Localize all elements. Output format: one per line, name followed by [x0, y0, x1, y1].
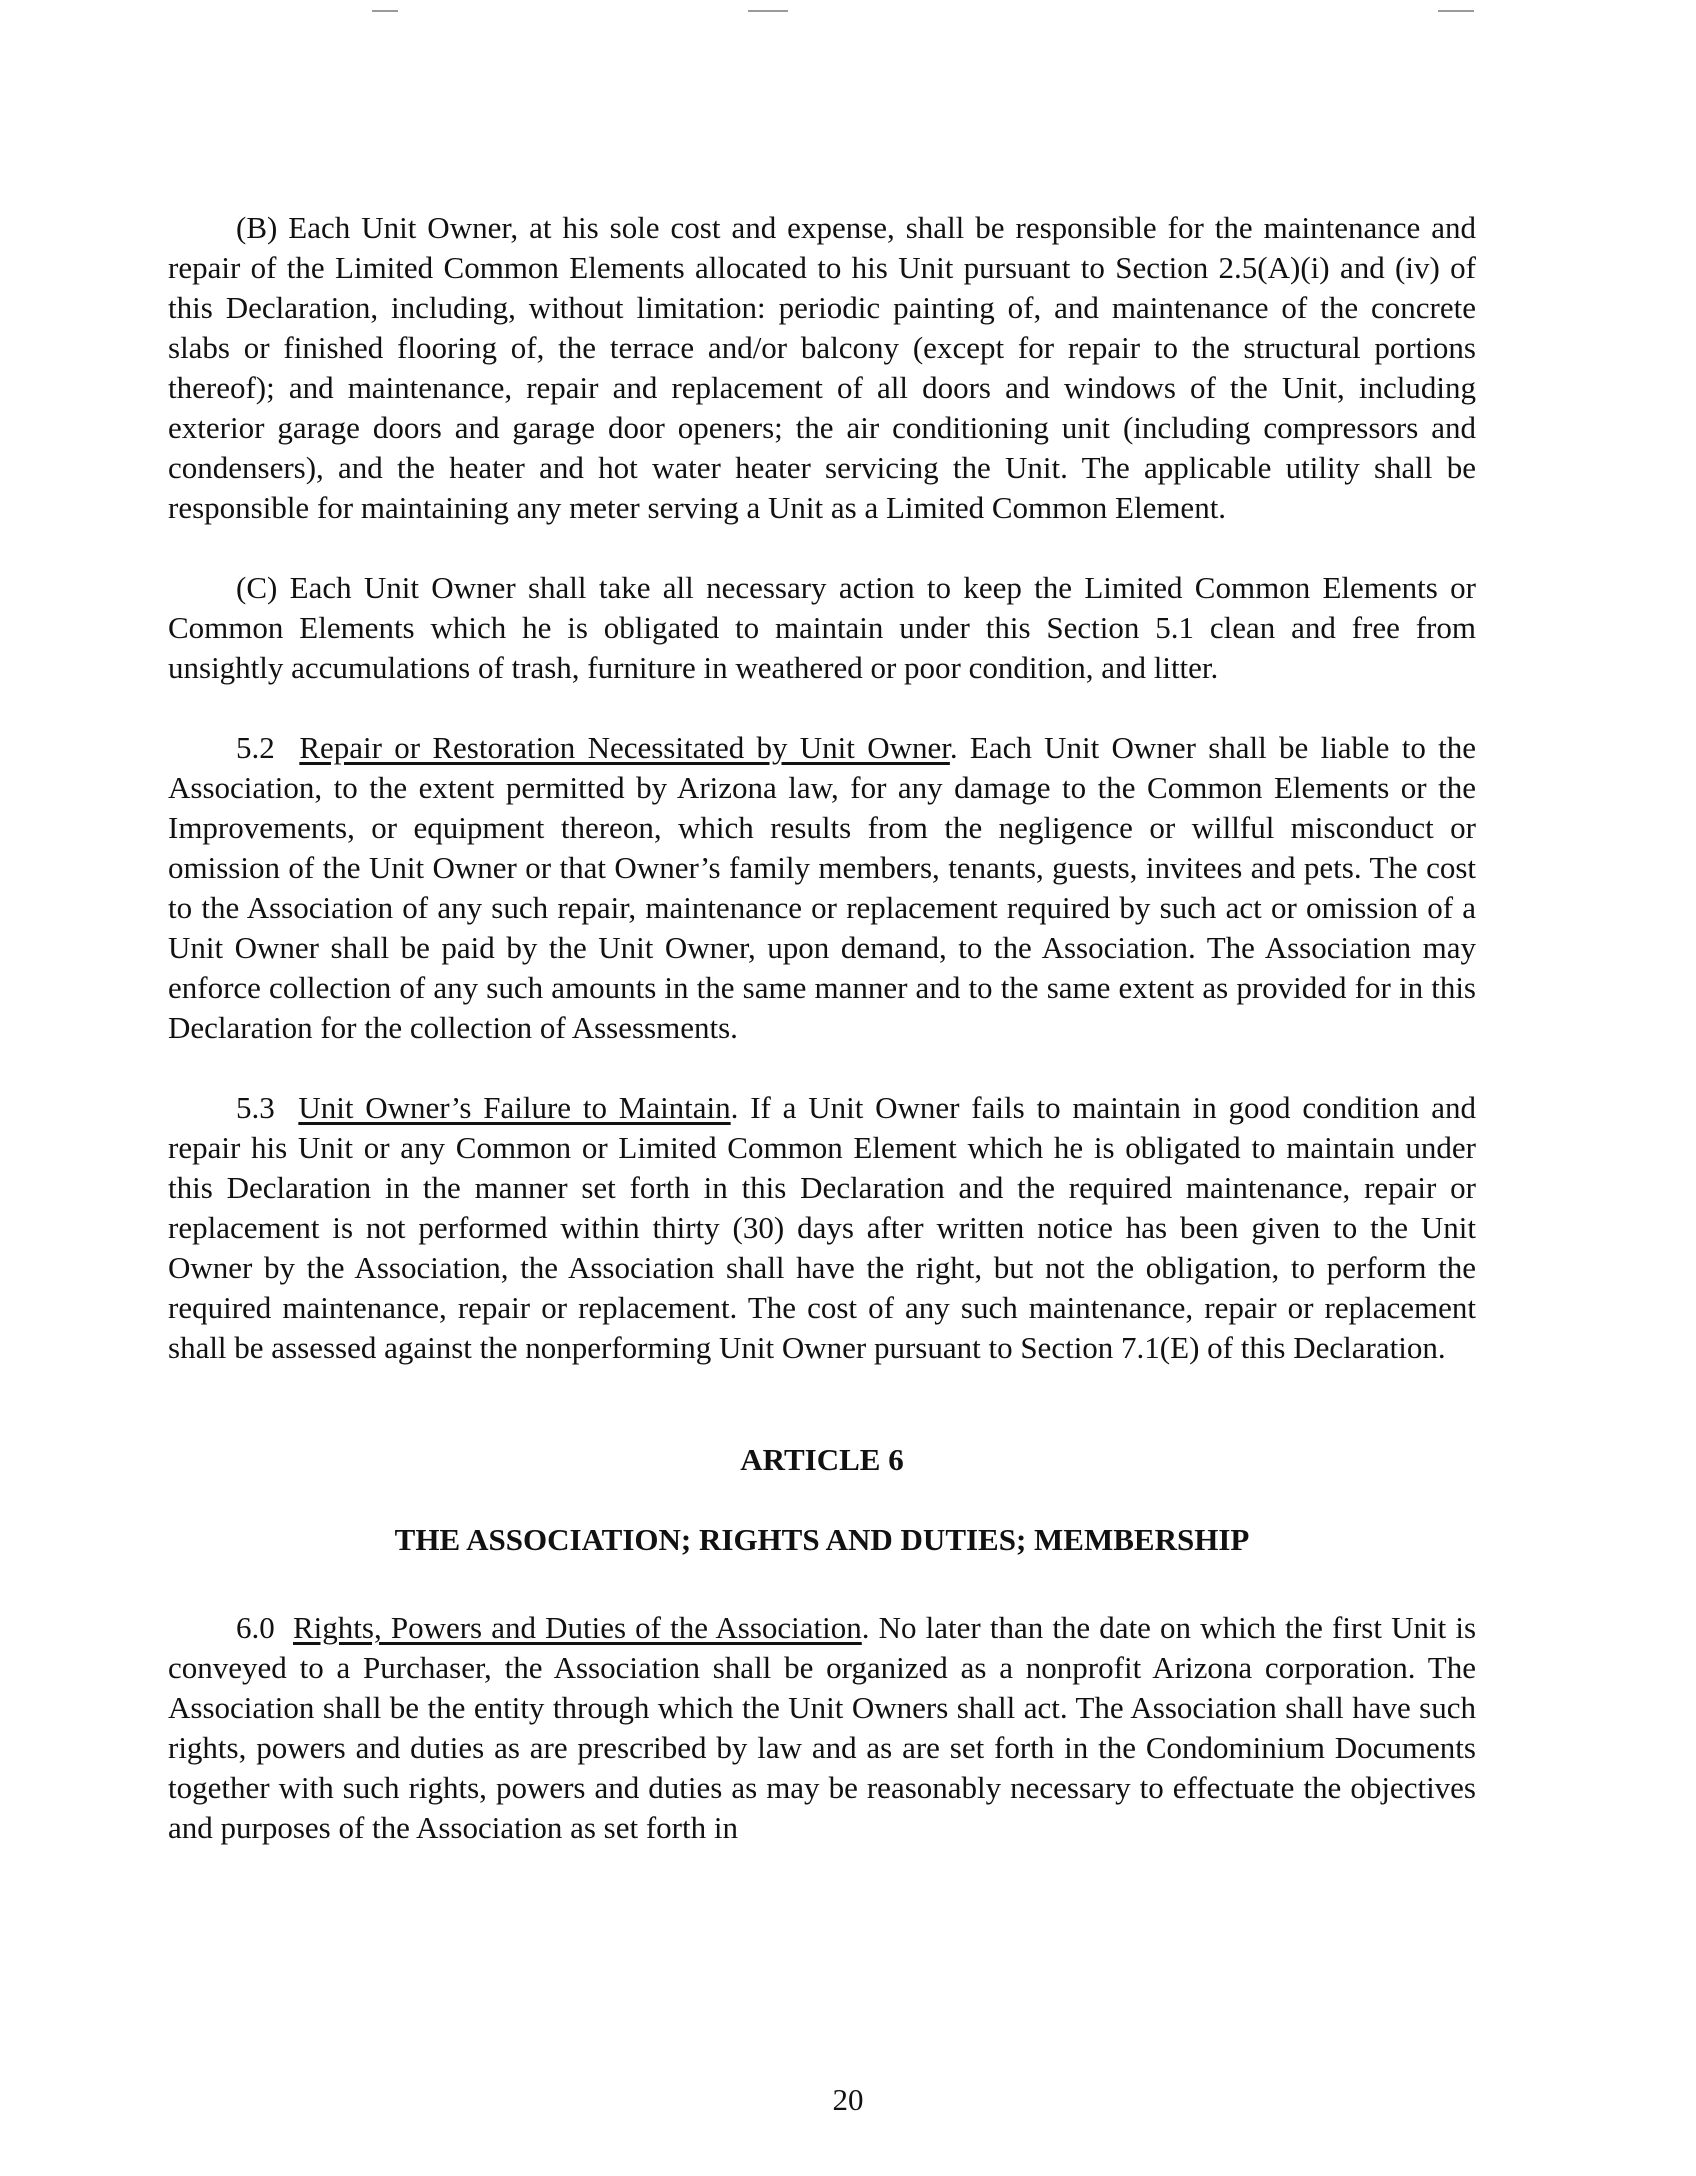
article-title: THE ASSOCIATION; RIGHTS AND DUTIES; MEMBERSHIP [394, 1522, 1250, 1557]
section-6-0-number: 6.0 [236, 1610, 275, 1645]
section-5-3-title: Unit Owner’s Failure to Maintain [298, 1090, 731, 1125]
section-5-3-body: . If a Unit Owner fails to maintain in good condition and repair his Unit or any Common or Limited Common Element which he is obligated to maintain under this Declaration in the manner set forth in this Declaration and the required maintenance, repair or replacement is not performed within thirty (30) days after written notice has been given to the Unit Owner by the Association, the Association shall have the right, but not the obligation, to perform the required maintenance, repair or replacement. The cost of any such maintenance, repair or replacement shall be assessed against the nonperforming Unit Owner pursuant to Section 7.1(E) of this Declaration. [168, 1090, 1476, 1365]
section-5-2-title: Repair or Restoration Necessitated by Unit Owner [299, 730, 950, 765]
paragraph-b: (B) Each Unit Owner, at his sole cost and expense, shall be responsible for the maintenance and repair of the Limited Common Elements allocated to his Unit pursuant to Section 2.5(A)(i) and (iv) of this Declaration, including, without limitation: periodic painting of, and maintenance of the concrete slabs or finished flooring of, the terrace and/or balcony (except for repair to the structural portions thereof); and maintenance, repair and replacement of all doors and windows of the Unit, including exterior garage doors and garage door openers; the air conditioning unit (including compressors and condensers), and the heater and hot water heater servicing the Unit. The applicable utility shall be responsible for maintaining any meter serving a Unit as a Limited Common Element. [168, 210, 1476, 525]
document-page [168, 208, 1476, 1888]
page-number: 20 [832, 2082, 864, 2117]
section-6-0 [168, 1608, 1476, 1848]
section-5-3 [168, 1088, 1476, 1368]
section-5-2-body: . Each Unit Owner shall be liable to the Association, to the extent permitted by Arizona law, for any damage to the Common Elements or the Improvements, or equipment thereon, which results from the negligence or willful misconduct or omission of the Unit Owner or that Owner’s family members, tenants, guests, invitees and pets. The cost to the Association of any such repair, maintenance or replacement required by such act or omission of a Unit Owner shall be paid by the Unit Owner, upon demand, to the Association. The Association may enforce collection of any such amounts in the same manner and to the same extent as provided for in this Declaration for the collection of Assessments. [168, 730, 1476, 1045]
scan-artifact-center [748, 10, 788, 12]
section-5-2-number: 5.2 [236, 730, 275, 765]
section-5-2 [168, 728, 1476, 1048]
scan-artifact-left [372, 10, 398, 12]
paragraph-c: (C) Each Unit Owner shall take all necessary action to keep the Limited Common Elements or Common Elements which he is obligated to maintain under this Section 5.1 clean and free from unsightly accumulations of trash, furniture in weathered or poor condition, and litter. [168, 570, 1476, 685]
scan-artifact-right [1438, 10, 1474, 12]
section-6-0-body: . No later than the date on which the first Unit is conveyed to a Purchaser, the Association shall be organized as a nonprofit Arizona corporation. The Association shall be the entity through which the Unit Owners shall act. The Association shall have such rights, powers and duties as are prescribed by law and as are set forth in the Condominium Documents together with such rights, powers and duties as may be reasonably necessary to effectuate the objectives and purposes of the Association as set forth in [168, 1610, 1477, 1845]
section-6-0-title: Rights, Powers and Duties of the Association [293, 1610, 862, 1645]
article-heading: ARTICLE 6 [740, 1442, 904, 1477]
section-5-3-number: 5.3 [236, 1090, 275, 1125]
